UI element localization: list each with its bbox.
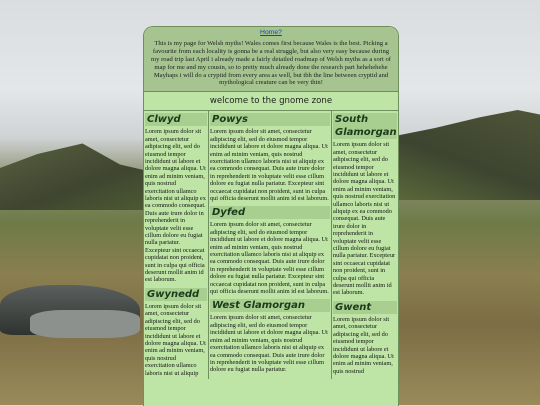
section-title: South Glamorgan	[335, 114, 397, 139]
section-title: Clwyd	[145, 113, 207, 126]
section-title: Gwynedd	[145, 288, 207, 301]
section-title: Gwent	[333, 301, 397, 314]
home-link[interactable]: Home?	[260, 29, 282, 36]
intro-text: This is my page for Welsh myths! Wales comes first because Wales is the best. Picking a favourite from each locality is gonna be a real struggle, but also very easy because during my road trip last April i already made a fairly detailed roadmap of Welsh myths as a sort of map for me and my cousin, so to pretty much already done the research part hehehehehe Mayhaps i will do a cryptid from every area as well, but tbh the line between cryptid and mythological creature can be very thin!	[151, 39, 391, 87]
section-text: Lorem ipsum dolor sit amet, consectetur adipiscing elit, sed do eiusmod tempor incididunt ut labore et dolore magna aliqua. Ut enim ad minim veniam, quis nostrud exercitation ullamco laboris nisi ut aliquip ex ea commodo consequat. Duis aute irure dolor in reprehenderit in voluptate velit esse cillum dolore eu fugiat nulla pariatur.	[210, 314, 328, 374]
background-rock	[30, 310, 140, 338]
section-west-glamorgan	[209, 299, 331, 375]
section-gwynedd	[144, 288, 208, 379]
section-title: West Glamorgan	[210, 299, 330, 312]
right-column	[332, 111, 398, 379]
section-text: Lorem ipsum dolor sit amet, consectetur adipiscing elit, sed do eiusmod tempor incididunt ut labore et dolore magna aliqua. Ut enim ad minim veniam, quis nostrud exercitation ullamco laboris nisi ut aliquip ex ea commodo consequat. Duis aute irure dolor in reprehenderit in voluptate velit esse cillum dolore eu fugiat nulla pariatur. Excepteur sint occaecat cupidatat non proident, sunt in culpa qui officia deserunt mollit anim id est laborum.	[333, 141, 396, 297]
section-text: Lorem ipsum dolor sit amet, consectetur adipiscing elit, sed do eiusmod tempor incididunt ut labore et dolore magna aliqua. Ut enim ad minim veniam, quis nostrud exercitation ullamco laboris nisi ut aliquip	[145, 302, 206, 377]
background-mountain-left	[0, 140, 150, 210]
section-title: Dyfed	[210, 206, 330, 219]
section-powys	[209, 113, 331, 204]
middle-column	[209, 111, 332, 379]
section-clwyd	[144, 113, 208, 286]
main-container	[143, 26, 399, 406]
section-title: Powys	[210, 113, 330, 126]
content-columns	[144, 111, 398, 379]
left-column	[144, 111, 209, 379]
section-gwent	[332, 301, 398, 377]
section-text: Lorem ipsum dolor sit amet, consectetur adipiscing elit, sed do eiusmod tempor incididunt ut labore et dolore magna aliqua. Ut enim ad minim veniam, quis nostrud exercitation ullamco laboris nisi ut aliquip ex ea commodo consequat. Duis aute irure dolor in reprehenderit in voluptate velit esse cillum dolore eu fugiat nulla pariatur. Excepteur sint occaecat cupidatat non proident, sunt in culpa qui officia deserunt mollit anim id est laborum.	[210, 128, 329, 202]
intro-box	[144, 27, 398, 92]
background-mountain-right	[390, 110, 540, 200]
section-south-glamorgan	[332, 113, 398, 299]
section-dyfed	[209, 206, 331, 297]
section-text: Lorem ipsum dolor sit amet, consectetur adipiscing elit, sed do eiusmod tempor incididunt ut labore et dolore magna aliqua. Ut enim ad minim veniam, quis nostrud exercitation ullamco laboris nisi ut aliquip ex ea commodo consequat. Duis aute irure dolor in reprehenderit in voluptate velit esse cillum dolore eu fugiat nulla pariatur. Excepteur sint occaecat cupidatat non proident, sunt in culpa qui officia deserunt mollit anim id est laborum.	[210, 221, 329, 296]
section-text: Lorem ipsum dolor sit amet, consectetur adipiscing elit, sed do eiusmod tempor incididunt ut labore et dolore magna aliqua. Ut enim ad minim veniam, quis nostrud exercitation ullamco laboris nisi ut aliquip ex ea commodo consequat. Duis aute irure dolor in reprehenderit in voluptate velit esse cillum dolore eu fugiat nulla pariatur. Excepteur sint occaecat cupidatat non proident, sunt in culpa qui officia deserunt mollit anim id est laborum.	[145, 128, 206, 284]
welcome-heading: welcome to the gnome zone	[144, 92, 398, 111]
section-text: Lorem ipsum dolor sit amet, consectetur adipiscing elit, sed do eiusmod tempor incididunt ut labore et dolore magna aliqua. Ut enim ad minim veniam, quis nostrud	[333, 315, 394, 375]
